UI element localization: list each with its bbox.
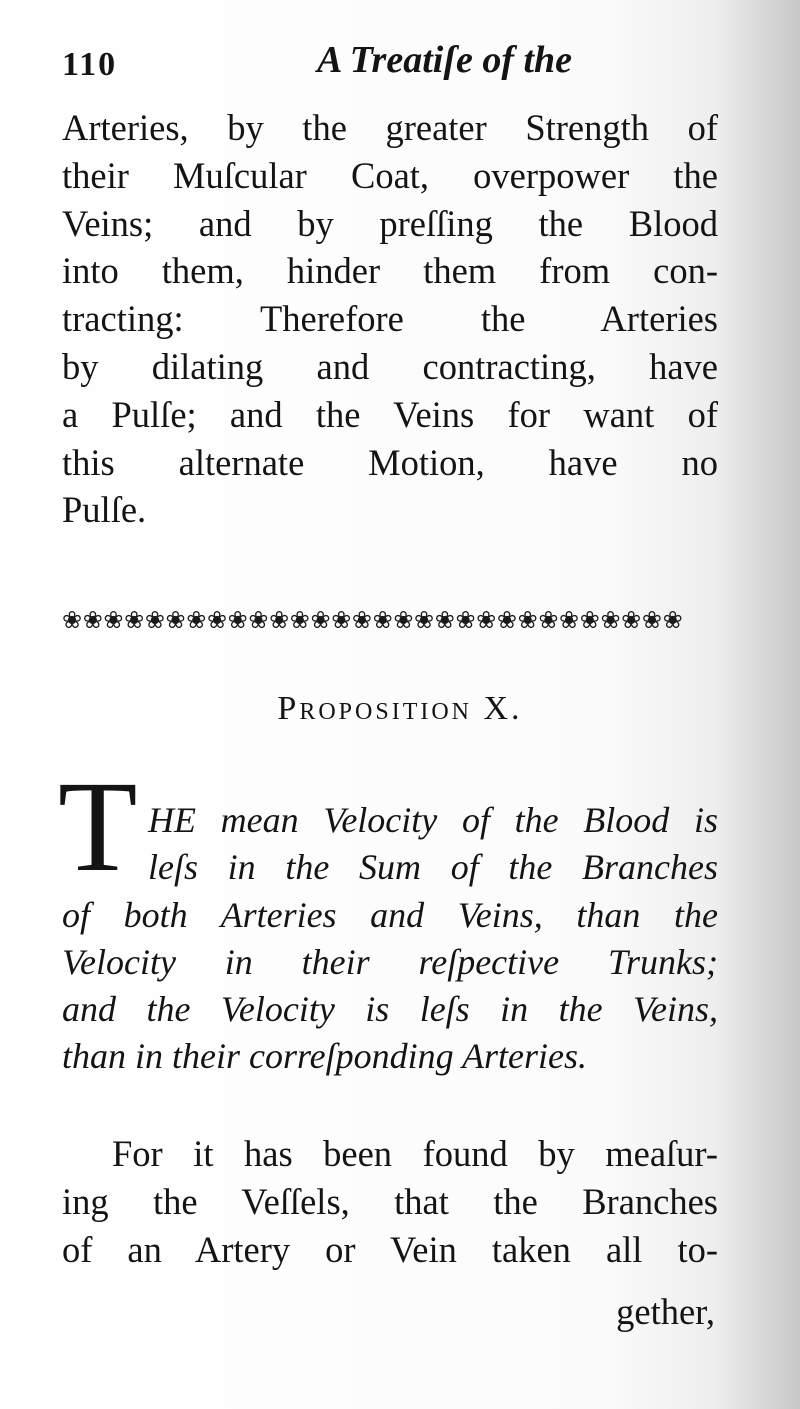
text-line: tracting: Therefore the Arteries [62, 298, 718, 340]
text-line: ing the Veſſels, that the Branches [62, 1180, 718, 1222]
ornamental-divider: ❀❀❀❀❀❀❀❀❀❀❀❀❀❀❀❀❀❀❀❀❀❀❀❀❀❀❀❀❀❀ [62, 608, 684, 634]
page-header [62, 38, 722, 98]
proposition-title: Proposition X. [277, 690, 523, 727]
text-line: Arteries, by the greater Strength of [62, 107, 718, 148]
text-line: of both Arteries and Veins, than the [62, 894, 718, 935]
paragraph-arteries-pulse [62, 104, 718, 534]
text-line: HE mean Velocity of the Blood is [148, 800, 718, 840]
text-line: Pulſe. [62, 489, 147, 531]
proposition-statement [62, 797, 718, 1081]
text-line: and the Velocity is leſs in the Veins, [62, 989, 718, 1030]
running-head: A Treatiſe of the [317, 39, 573, 81]
text-line: by dilating and contracting, have [62, 345, 718, 387]
catchword: gether, [616, 1291, 715, 1332]
text-line: Velocity in their reſpective Trunks; [62, 941, 718, 982]
paragraph-measuring-vessels [62, 1130, 718, 1273]
text-line: this alternate Motion, have no [62, 441, 718, 483]
text-line: their Muſcular Coat, overpower the [62, 154, 718, 196]
text-line: For it has been found by meaſur- [112, 1133, 718, 1174]
page-number: 110 [62, 46, 118, 83]
text-line: into them, hinder them from con- [62, 250, 718, 292]
text-line: than in their correſponding Arteries. [62, 1036, 587, 1077]
drop-cap: T [58, 755, 138, 899]
text-line: a Pulſe; and the Veins for want of [62, 393, 718, 435]
text-line: Veins; and by preſſing the Blood [62, 202, 718, 244]
text-line: leſs in the Sum of the Branches [148, 847, 718, 888]
text-line: of an Artery or Vein taken all to- [62, 1228, 718, 1270]
